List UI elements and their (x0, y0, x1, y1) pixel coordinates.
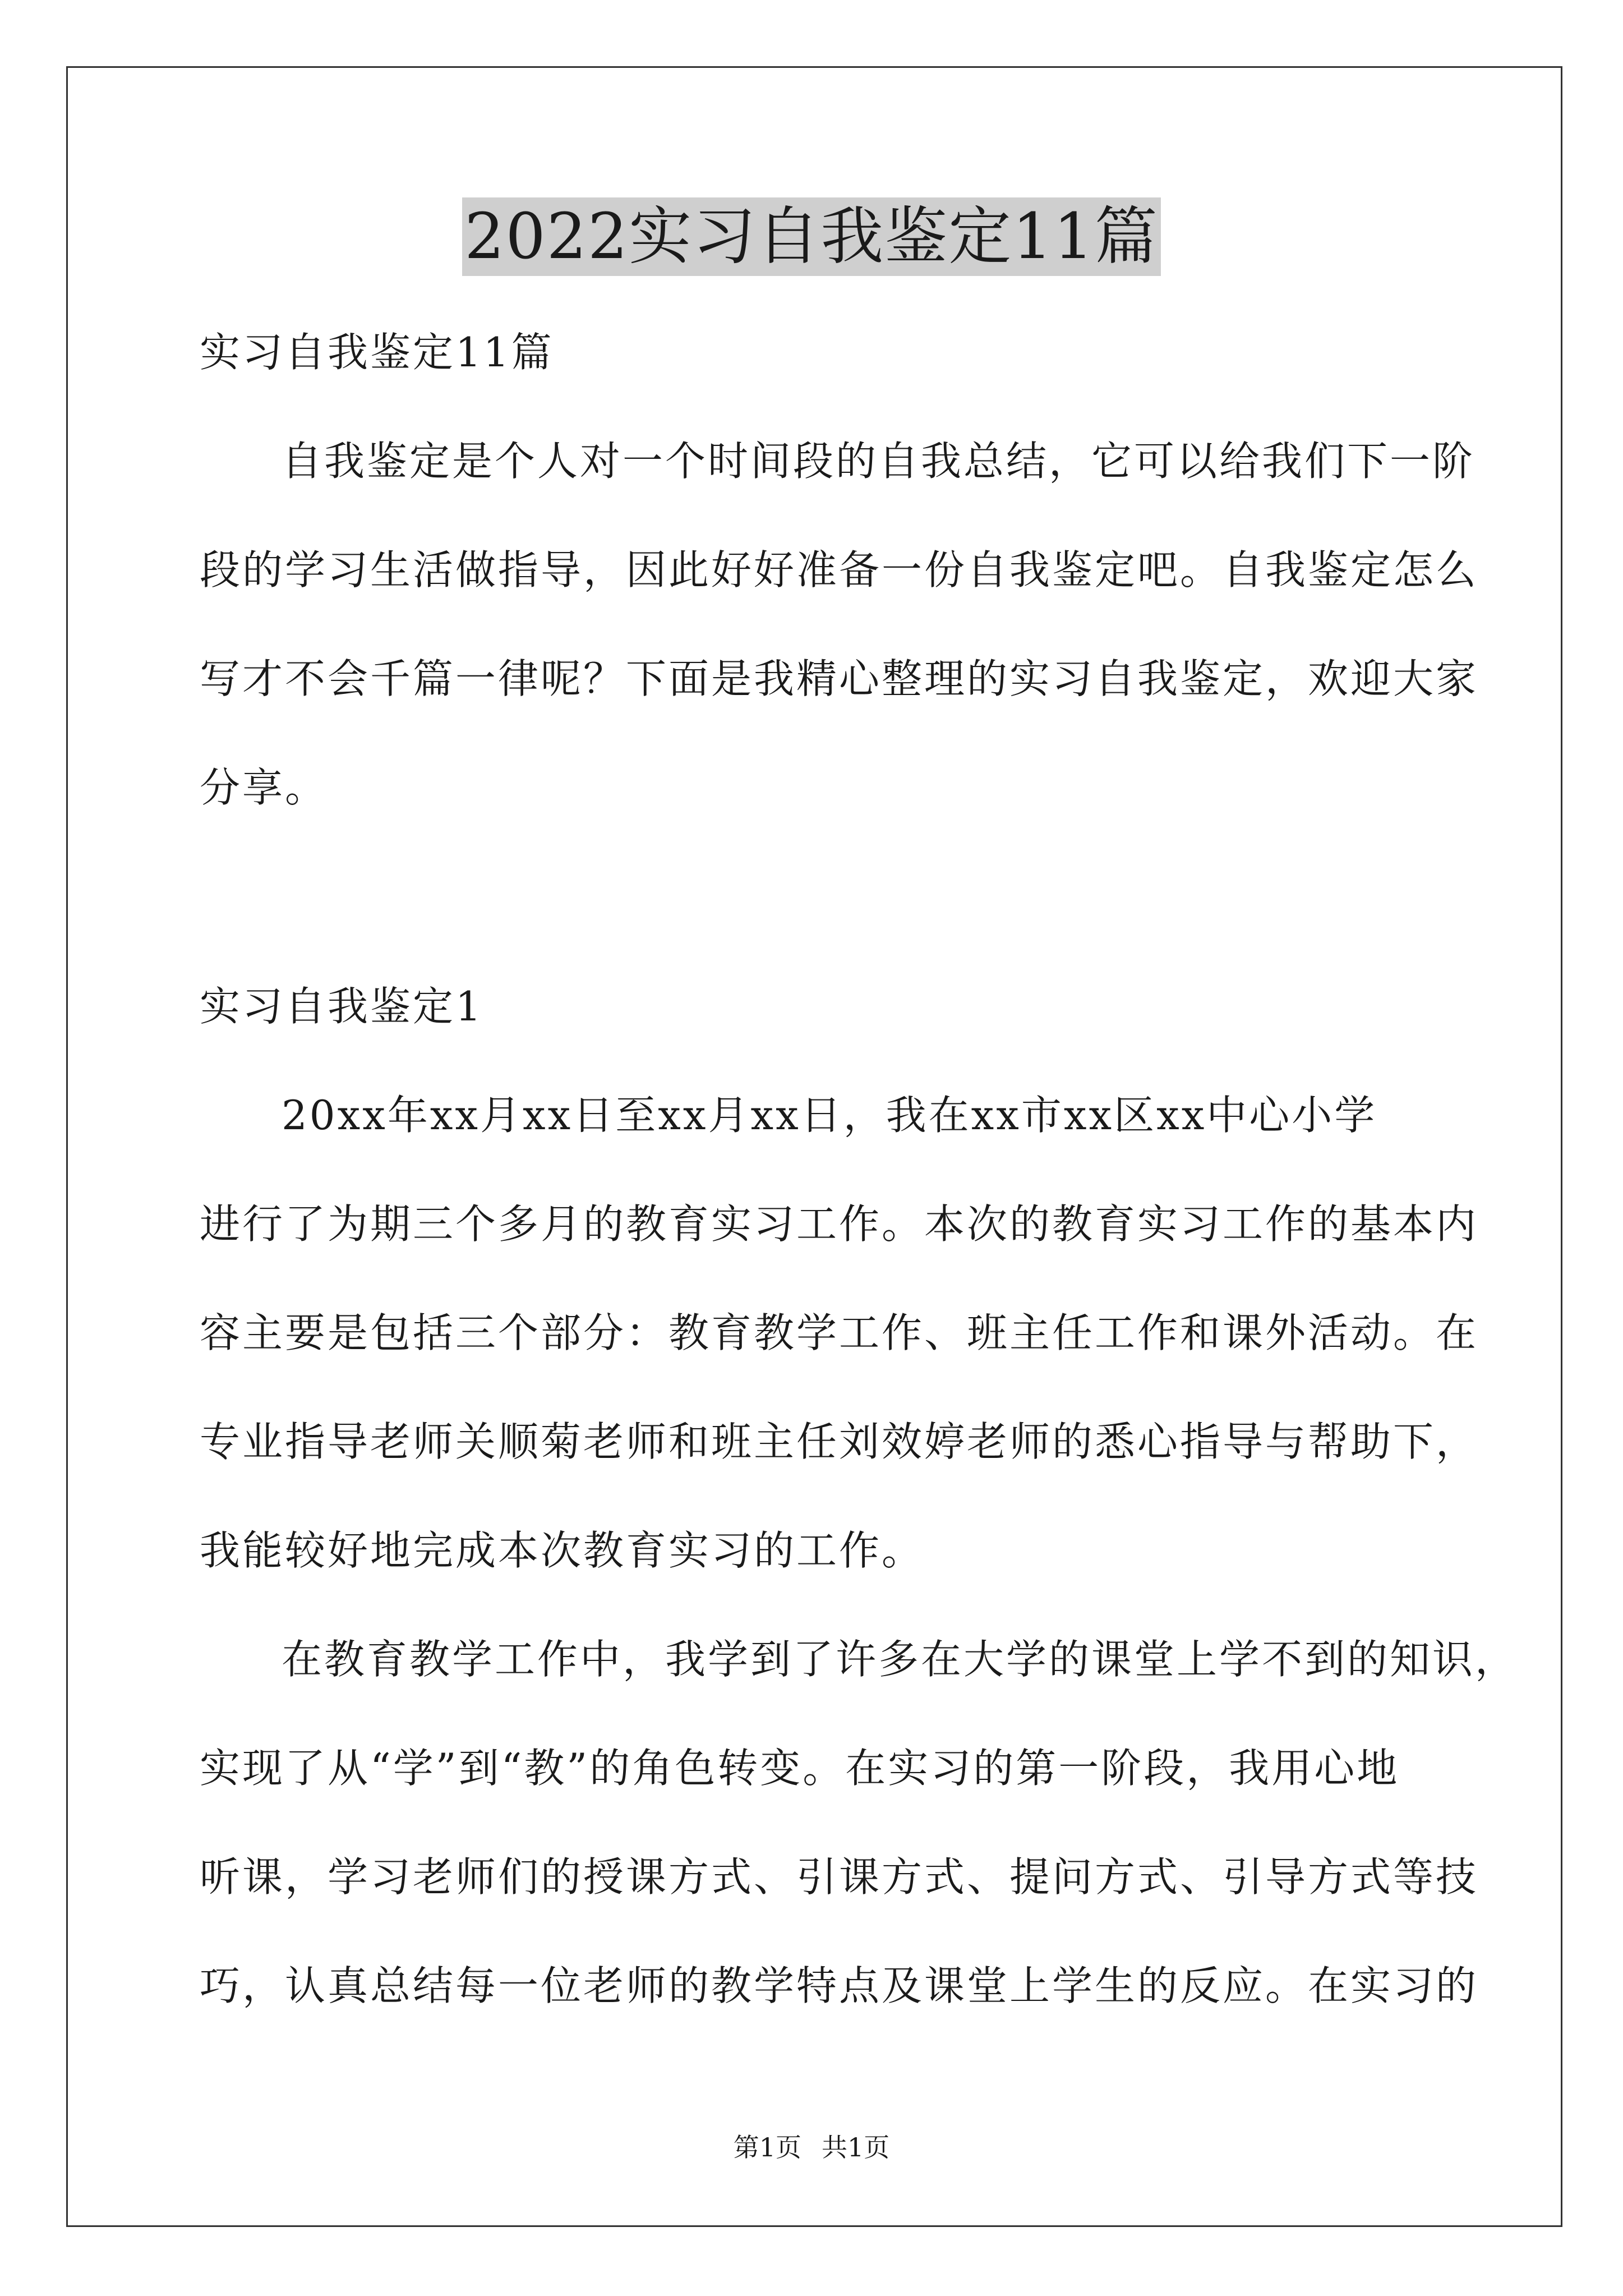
page-number-total: 共1页 (822, 2132, 890, 2162)
section-heading-1: 实习自我鉴定1 (200, 983, 483, 1030)
para2-line-3: 听课，学习老师们的授课方式、引课方式、提问方式、引导方式等技 (200, 1853, 1479, 1901)
page-number-current: 第1页 (733, 2132, 801, 2162)
para2-line-1: 在教育教学工作中，我学到了许多在大学的课堂上学不到的知识， (282, 1636, 1518, 1683)
page-footer (0, 2131, 1623, 2164)
para1-line-2: 进行了为期三个多月的教育实习工作。本次的教育实习工作的基本内 (200, 1200, 1479, 1248)
intro-line-2: 段的学习生活做指导，因此好好准备一份自我鉴定吧。自我鉴定怎么 (200, 546, 1479, 593)
intro-line-1: 自我鉴定是个人对一个时间段的自我总结，它可以给我们下一阶 (282, 438, 1476, 485)
para2-line-2: 实现了从“学”到“教”的角色转变。在实习的第一阶段，我用心地 (200, 1745, 1400, 1792)
document-subtitle: 实习自我鉴定11篇 (200, 329, 554, 376)
intro-line-4: 分享。 (200, 764, 328, 811)
para1-line-3: 容主要是包括三个部分：教育教学工作、班主任工作和课外活动。在 (200, 1309, 1479, 1356)
para1-line-4: 专业指导老师关顺菊老师和班主任刘效婷老师的悉心指导与帮助下， (200, 1418, 1479, 1465)
para2-line-4: 巧，认真总结每一位老师的教学特点及课堂上学生的反应。在实习的 (200, 1962, 1479, 2009)
para1-line-5: 我能较好地完成本次教育实习的工作。 (200, 1527, 925, 1574)
document-title: 2022实习自我鉴定11篇 (462, 197, 1161, 276)
intro-line-3: 写才不会千篇一律呢？下面是我精心整理的实习自我鉴定，欢迎大家 (200, 655, 1479, 702)
title-container (0, 197, 1623, 276)
para1-line-1: 20xx年xx月xx日至xx月xx日，我在xx市xx区xx中心小学 (282, 1092, 1377, 1139)
